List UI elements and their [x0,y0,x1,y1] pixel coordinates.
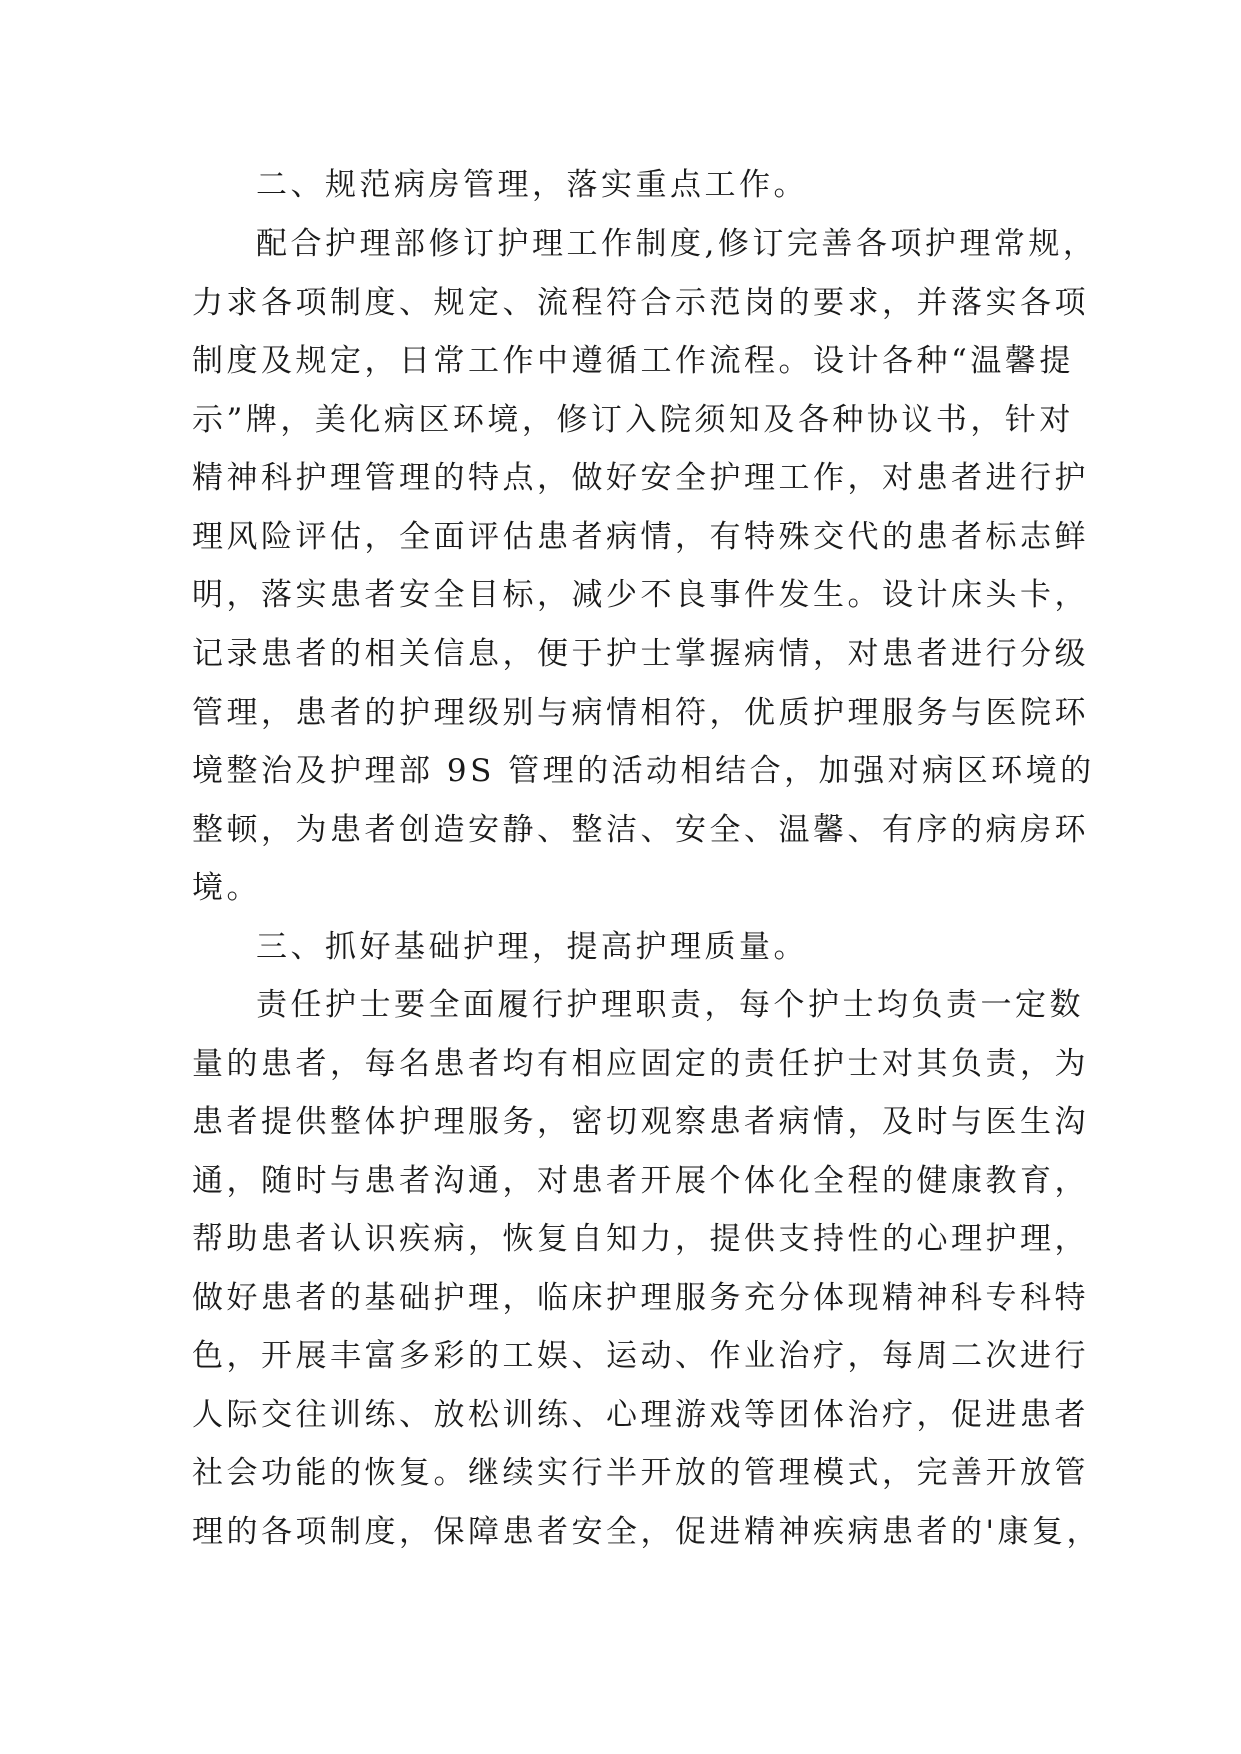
paragraph-line: 人际交往训练、放松训练、心理游戏等团体治疗，促进患者 [192,1397,1089,1433]
paragraph-line: 量的患者，每名患者均有相应固定的责任护士对其负责，为 [192,1046,1089,1082]
paragraph-line: 整顿，为患者创造安静、整洁、安全、温馨、有序的病房环 [192,812,1089,848]
paragraph-line: 患者提供整体护理服务，密切观察患者病情，及时与医生沟 [192,1104,1089,1140]
paragraph-line: 做好患者的基础护理，临床护理服务充分体现精神科专科特 [192,1280,1089,1316]
paragraph-line: 境整治及护理部 9S 管理的活动相结合，加强对病区环境的 [192,753,1095,789]
paragraph-line: 责任护士要全面履行护理职责，每个护士均负责一定数 [256,987,1084,1023]
paragraph-line: 管理，患者的护理级别与病情相符，优质护理服务与医院环 [192,695,1089,731]
paragraph-line: 社会功能的恢复。继续实行半开放的管理模式，完善开放管 [192,1455,1089,1491]
paragraph-line: 力求各项制度、规定、流程符合示范岗的要求，并落实各项 [192,285,1089,321]
paragraph-line: 色，开展丰富多彩的工娱、运动、作业治疗，每周二次进行 [192,1338,1089,1374]
paragraph-line: 通，随时与患者沟通，对患者开展个体化全程的健康教育， [192,1163,1089,1199]
section-heading-3: 三、抓好基础护理，提高护理质量。 [256,929,808,965]
paragraph-line: 示”牌，美化病区环境，修订入院须知及各种协议书，针对 [192,402,1074,438]
paragraph-line: 明，落实患者安全目标，减少不良事件发生。设计床头卡， [192,577,1089,613]
paragraph-line: 记录患者的相关信息，便于护士掌握病情，对患者进行分级 [192,636,1089,672]
paragraph-line: 理的各项制度，保障患者安全，促进精神疾病患者的'康复， [192,1514,1102,1550]
paragraph-line: 精神科护理管理的特点，做好安全护理工作，对患者进行护 [192,460,1089,496]
paragraph-line: 境。 [192,870,261,906]
paragraph-line: 理风险评估，全面评估患者病情，有特殊交代的患者标志鲜 [192,519,1089,555]
section-heading-2: 二、规范病房管理，落实重点工作。 [256,167,808,203]
paragraph-line: 帮助患者认识疾病，恢复自知力，提供支持性的心理护理， [192,1221,1089,1257]
paragraph-line: 配合护理部修订护理工作制度,修订完善各项护理常规， [256,226,1098,262]
paragraph-line: 制度及规定，日常工作中遵循工作流程。设计各种“温馨提 [192,343,1074,379]
